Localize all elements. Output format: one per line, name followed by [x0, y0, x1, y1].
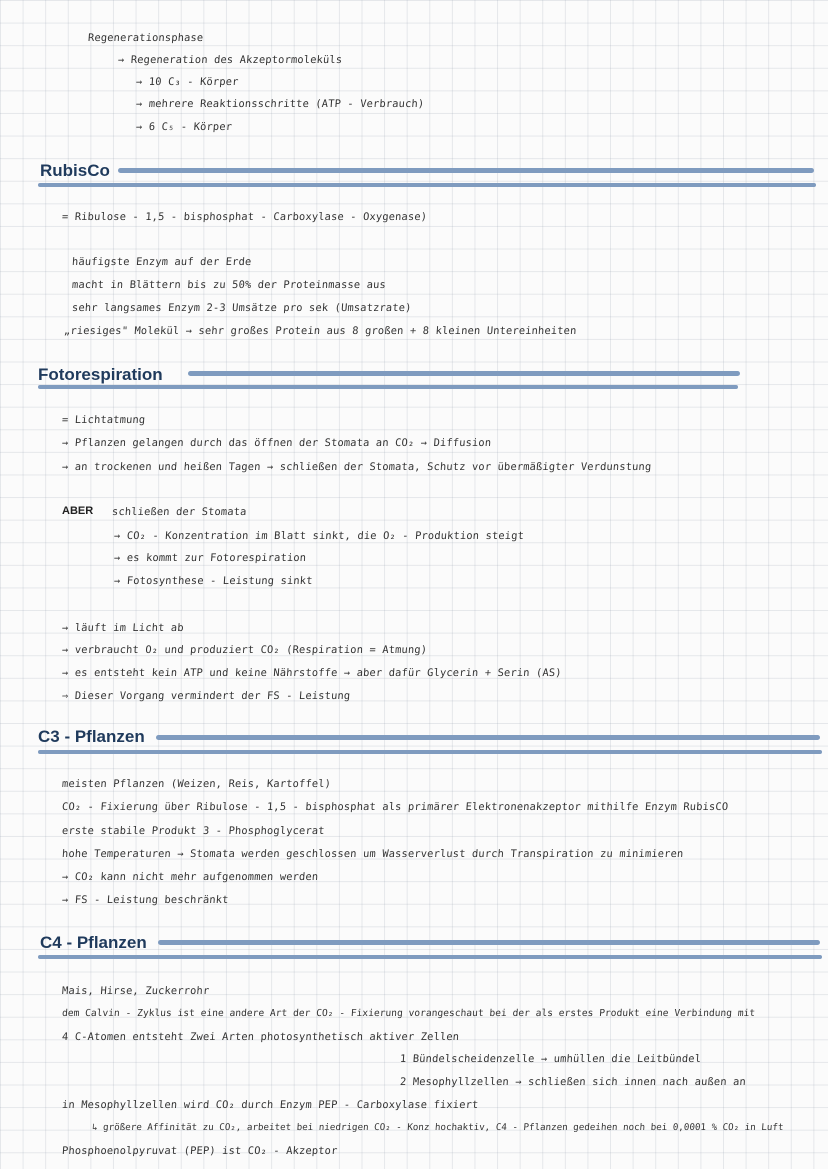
fotorespiration-result-line: → verbraucht O₂ und produziert CO₂ (Respiration = Atmung) [61, 644, 428, 656]
heading-underline-bar [118, 168, 814, 173]
regeneration-line: → Regeneration des Akzeptormoleküls [117, 54, 343, 66]
c4-line: ↳ größere Affinität zu CO₂, arbeitet bei niedrigen CO₂ - Konz hochaktiv, C4 - Pflanzen gedeihen noch bei 0,0001 % CO₂ in Luft [91, 1122, 784, 1133]
section-heading-rubisco: RubisCo [40, 161, 110, 180]
aber-label: ABER [62, 505, 94, 517]
rubisco-line: = Ribulose - 1,5 - bisphosphat - Carboxylase - Oxygenase) [61, 211, 428, 223]
fotorespiration-result-line: → läuft im Licht ab [61, 622, 185, 634]
c4-line: in Mesophyllzellen wird CO₂ durch Enzym PEP - Carboxylase fixiert [61, 1099, 479, 1111]
section-heading-c3: C3 - Pflanzen [38, 727, 145, 746]
c4-line: 4 C-Atomen entsteht Zwei Arten photosynthetisch aktiver Zellen [61, 1031, 460, 1043]
heading-underline-bar [158, 940, 820, 945]
aber-line: → Fotosynthese - Leistung sinkt [113, 575, 313, 587]
rubisco-line: macht in Blättern bis zu 50% der Proteinmasse aus [71, 279, 387, 291]
fotorespiration-line: → an trockenen und heißen Tagen → schließen der Stomata, Schutz vor übermäßigter Verdunstung [61, 461, 652, 473]
fotorespiration-line: → Pflanzen gelangen durch das öffnen der Stomata an CO₂ → Diffusion [61, 437, 492, 449]
fotorespiration-result-line: ⇒ Dieser Vorgang vermindert der FS - Leistung [61, 690, 351, 702]
c3-line: erste stabile Produkt 3 - Phosphoglycerat [61, 825, 326, 837]
c4-line: 2 Mesophyllzellen → schließen sich innen nach außen an [399, 1076, 747, 1088]
c4-line: Phosphoenolpyruvat (PEP) ist CO₂ - Akzeptor [61, 1145, 338, 1157]
rubisco-line: sehr langsames Enzym 2-3 Umsätze pro sek (Umsatzrate) [71, 302, 412, 314]
fotorespiration-result-line: → es entsteht kein ATP und keine Nährstoffe → aber dafür Glycerin + Serin (AS) [61, 667, 563, 679]
heading-underline-bar [38, 385, 738, 389]
aber-text: schließen der Stomata [111, 506, 247, 518]
heading-underline-bar [38, 750, 822, 754]
section-heading-c4: C4 - Pflanzen [40, 933, 147, 952]
c3-line: CO₂ - Fixierung über Ribulose - 1,5 - bisphosphat als primärer Elektronenakzeptor mithilfe Enzym RubisCO [61, 801, 729, 813]
aber-line: → es kommt zur Fotorespiration [113, 552, 307, 564]
section-heading-fotorespiration: Fotorespiration [38, 365, 163, 384]
rubisco-line: häufigste Enzym auf der Erde [71, 256, 252, 268]
heading-underline-bar [38, 183, 816, 187]
regeneration-line: → mehrere Reaktionsschritte (ATP - Verbrauch) [135, 98, 425, 110]
heading-underline-bar [188, 371, 740, 376]
c3-line: → CO₂ kann nicht mehr aufgenommen werden [61, 871, 319, 883]
c3-line: → FS - Leistung beschränkt [61, 894, 229, 906]
fotorespiration-line: = Lichtatmung [61, 414, 146, 426]
aber-line: → CO₂ - Konzentration im Blatt sinkt, die O₂ - Produktion steigt [113, 530, 525, 542]
regeneration-line: → 10 C₃ - Körper [135, 76, 239, 88]
regeneration-title: Regenerationsphase [87, 32, 204, 44]
regeneration-line: → 6 C₅ - Körper [135, 121, 233, 133]
heading-underline-bar [38, 955, 822, 959]
c3-line: hohe Temperaturen → Stomata werden geschlossen um Wasserverlust durch Transpiration zu minimieren [61, 848, 684, 860]
c4-line: dem Calvin - Zyklus ist eine andere Art der CO₂ - Fixierung vorangeschaut bei der als erstes Produkt eine Verbindung mit [61, 1008, 756, 1019]
c4-line: Mais, Hirse, Zuckerrohr [61, 985, 210, 997]
c4-line: 1 Bündelscheidenzelle → umhüllen die Leitbündel [399, 1053, 702, 1065]
c3-line: meisten Pflanzen (Weizen, Reis, Kartoffel) [61, 778, 332, 790]
rubisco-line: „riesiges" Molekül → sehr großes Protein aus 8 großen + 8 kleinen Untereinheiten [63, 325, 577, 337]
heading-underline-bar [156, 735, 820, 740]
